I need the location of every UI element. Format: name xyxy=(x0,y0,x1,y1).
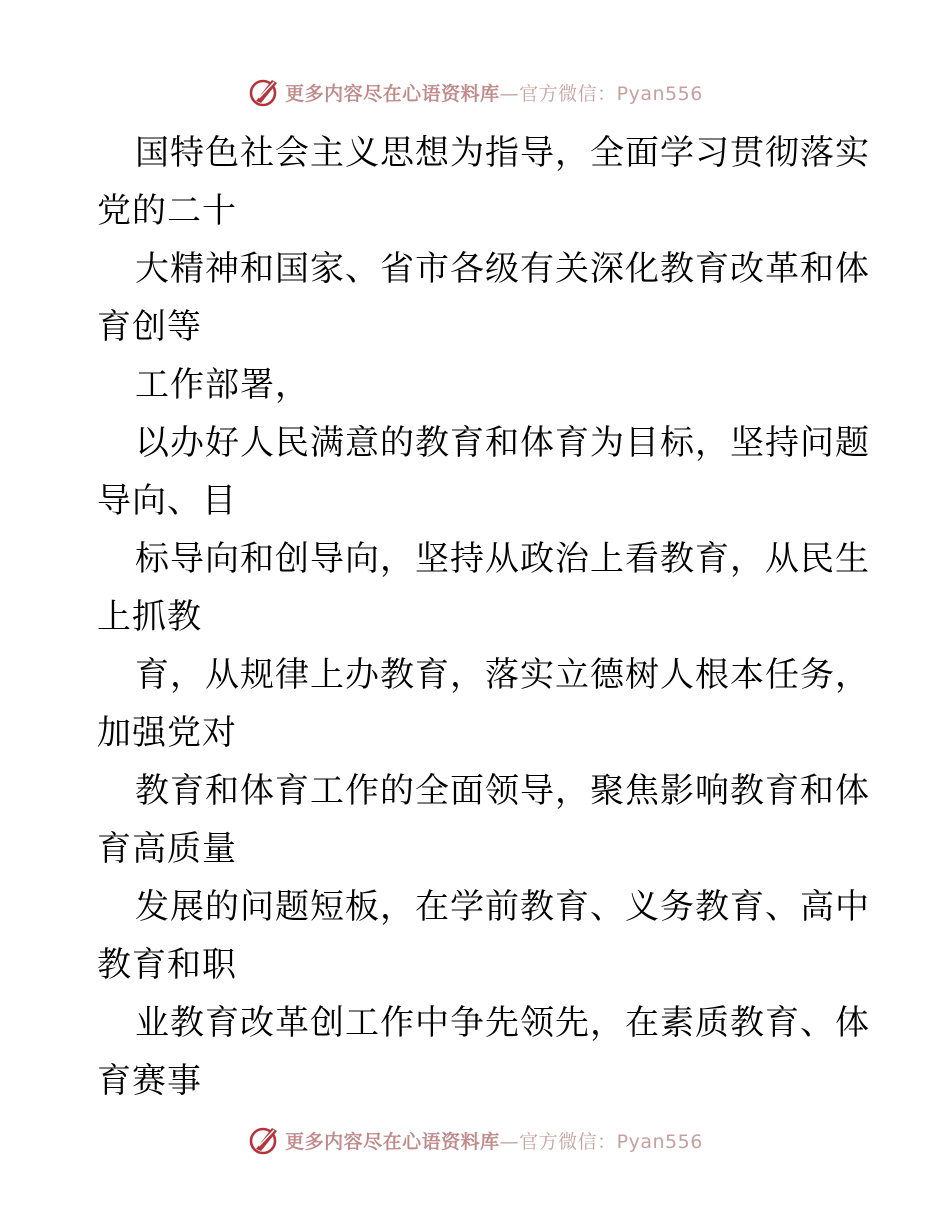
text-line: 发展的问题短板，在学前教育、义务教育、高中 xyxy=(135,887,870,927)
text-line: 教育和职 xyxy=(97,945,237,985)
text-line: 党的二十 xyxy=(97,191,237,231)
watermark-text: 更多内容尽在心语资料库—官方微信：Pyan556 xyxy=(285,1130,703,1153)
quill-logo-icon xyxy=(247,1122,283,1158)
document-body xyxy=(97,124,870,1110)
text-line: 以办好人民满意的教育和体育为目标，坚持问题 xyxy=(135,423,870,463)
text-line: 业教育改革创工作中争先领先，在素质教育、体 xyxy=(135,1003,870,1043)
text-line: 教育和体育工作的全面领导，聚焦影响教育和体 xyxy=(135,771,870,811)
text-line: 导向、目 xyxy=(97,481,237,521)
text-line: 工作部署， xyxy=(135,365,310,405)
footer-watermark xyxy=(0,1120,950,1160)
text-line: 上抓教 xyxy=(97,597,202,637)
text-line: 育赛事 xyxy=(97,1061,202,1101)
text-line: 加强党对 xyxy=(97,713,237,753)
text-line: 国特色社会主义思想为指导，全面学习贯彻落实 xyxy=(135,133,870,173)
text-line: 育高质量 xyxy=(97,829,237,869)
watermark-text: 更多内容尽在心语资料库—官方微信：Pyan556 xyxy=(285,82,703,105)
text-line: 育，从规律上办教育，落实立德树人根本任务， xyxy=(135,655,870,695)
text-line: 育创等 xyxy=(97,307,202,347)
text-line: 大精神和国家、省市各级有关深化教育改革和体 xyxy=(135,249,870,289)
quill-logo-icon xyxy=(247,74,283,110)
header-watermark xyxy=(0,72,950,112)
text-line: 标导向和创导向，坚持从政治上看教育，从民生 xyxy=(135,539,870,579)
